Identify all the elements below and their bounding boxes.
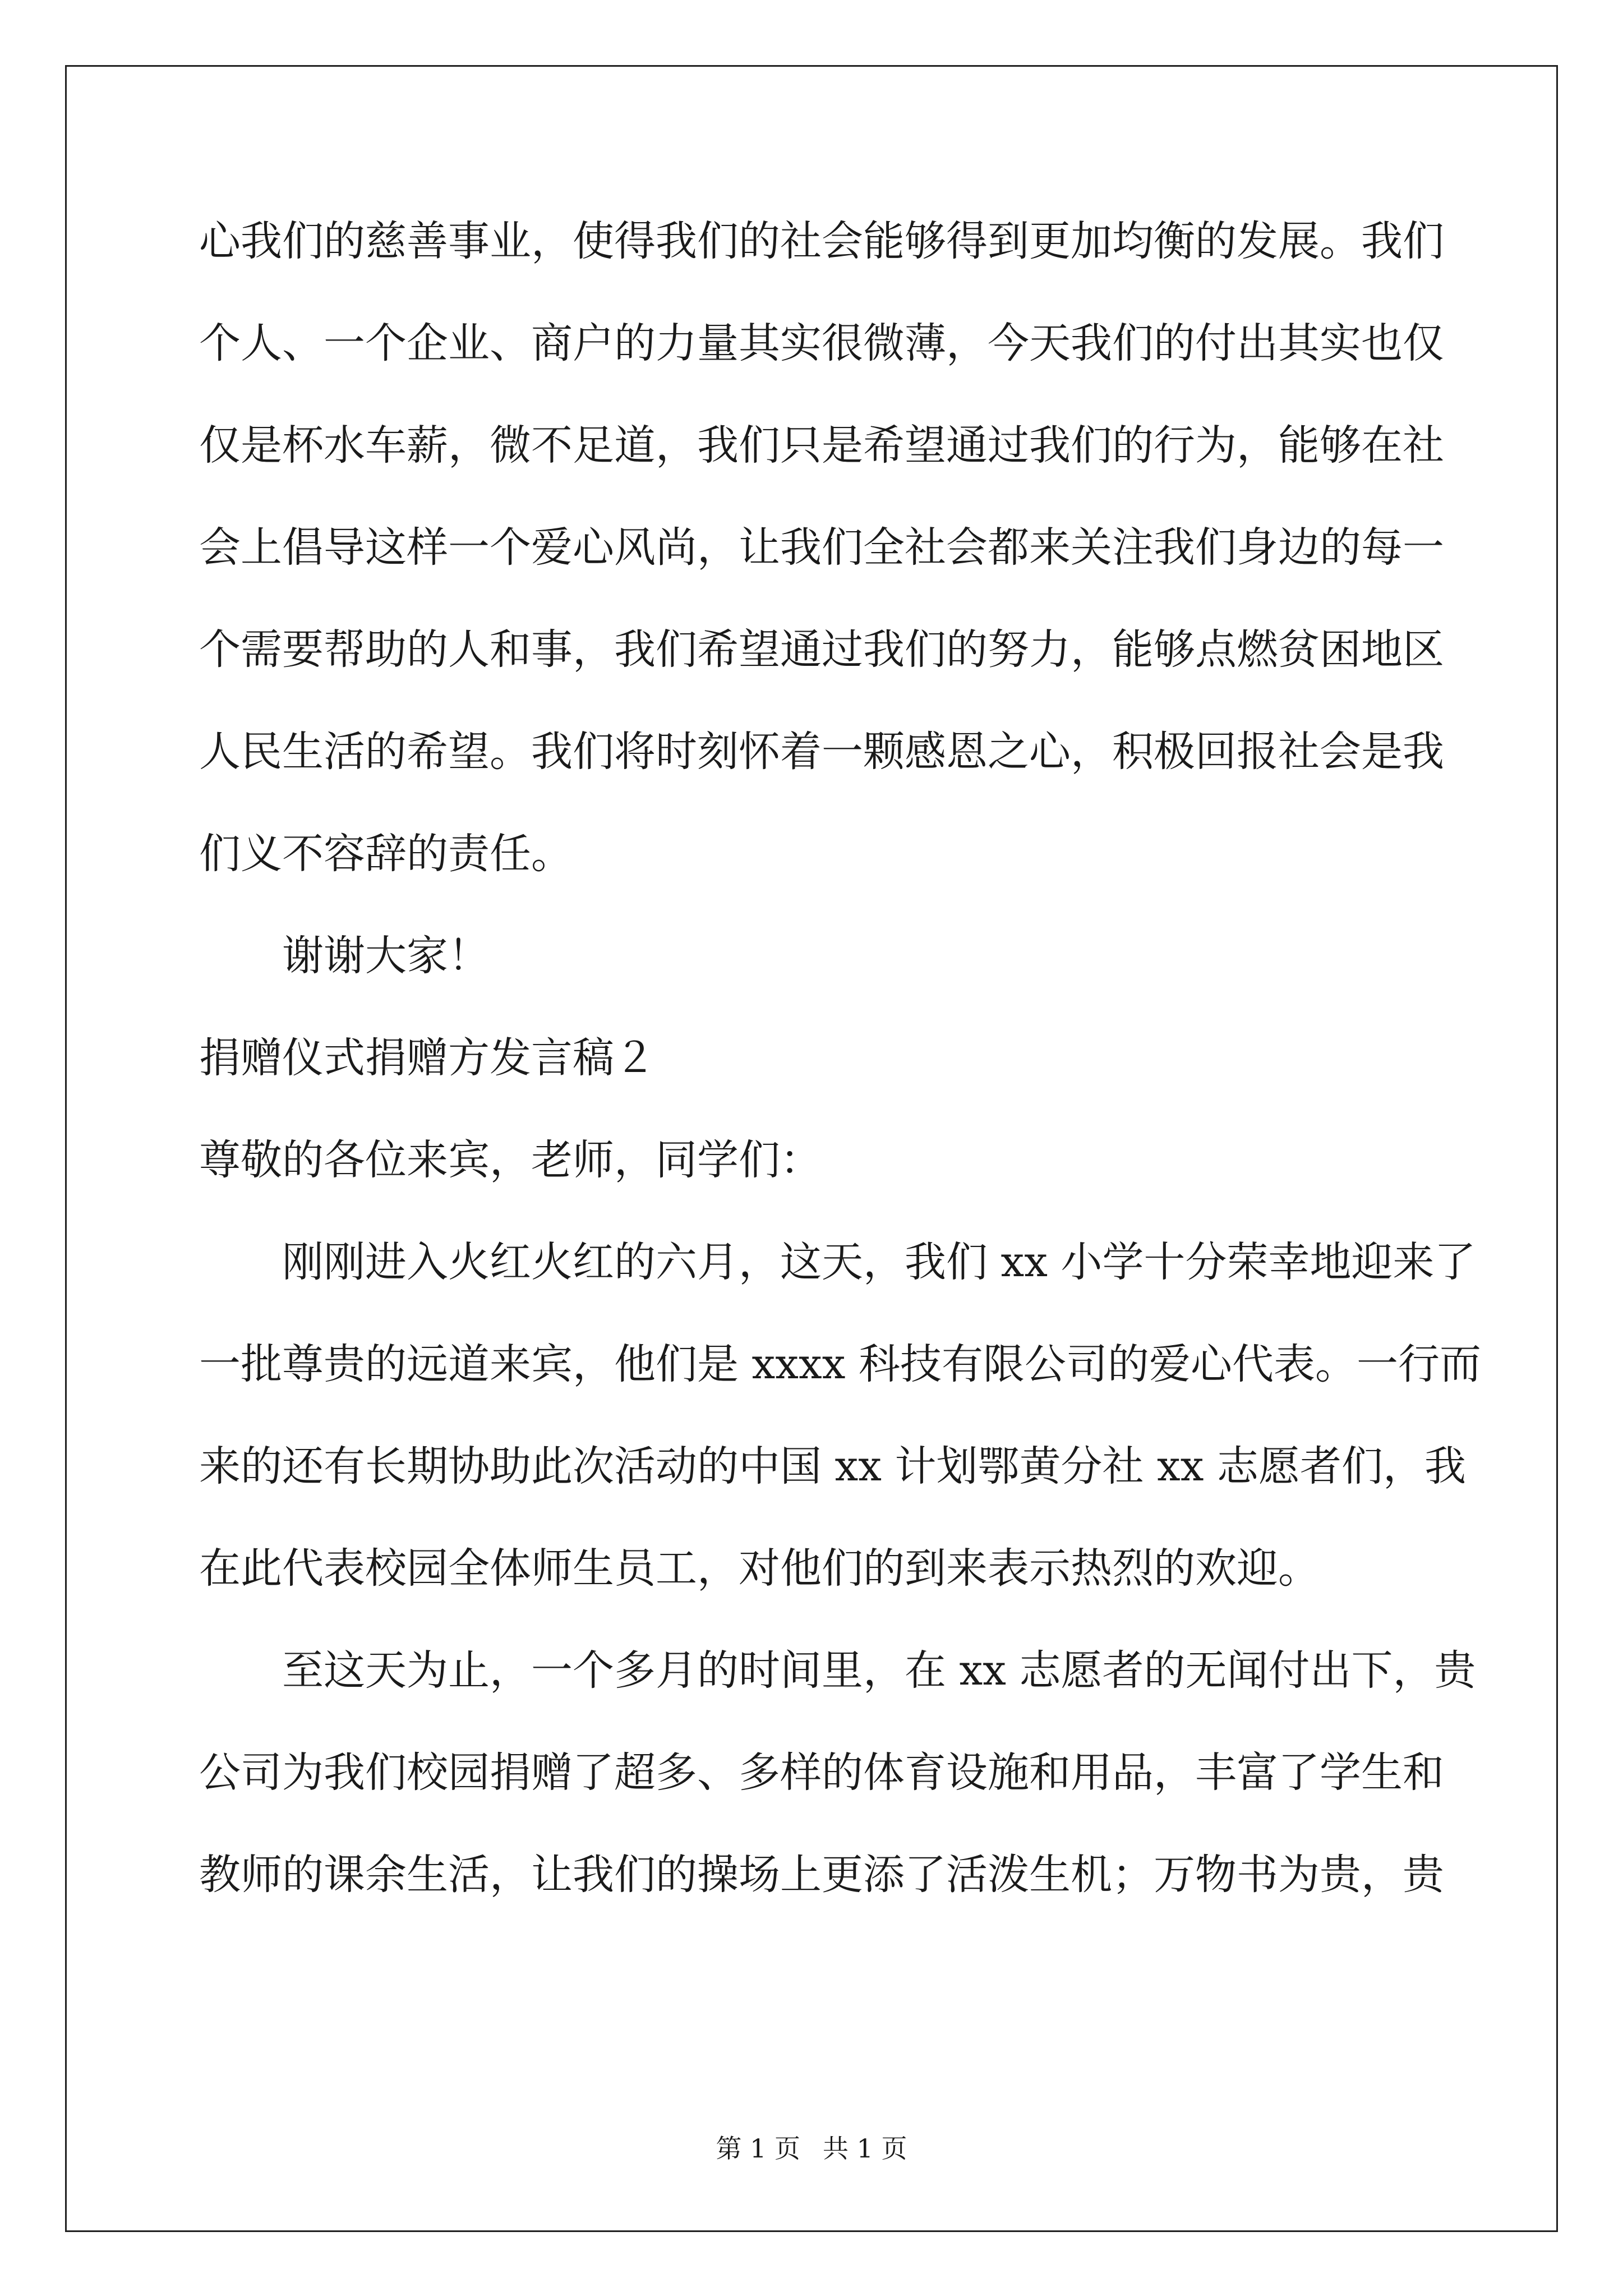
paragraph-line: 教师的课余生活，让我们的操场上更添了活泼生机；万物书为贵，贵	[199, 1851, 1444, 1899]
page-footer	[0, 2132, 1623, 2165]
page-number: 第 1 页	[716, 2133, 800, 2164]
paragraph-line: 们义不容辞的责任。	[199, 830, 573, 878]
paragraph-line: 会上倡导这样一个爱心风尚，让我们全社会都来关注我们身边的每一	[199, 523, 1444, 572]
salutation-line: 尊敬的各位来宾，老师，同学们：	[199, 1136, 822, 1184]
paragraph-line: 仅是杯水车薪，微不足道，我们只是希望通过我们的行为，能够在社	[199, 421, 1444, 470]
section-heading: 捐赠仪式捐赠方发言稿２	[199, 1034, 656, 1082]
paragraph-line: 个需要帮助的人和事，我们希望通过我们的努力，能够点燃贫困地区	[199, 625, 1444, 674]
closing-line: 谢谢大家！	[282, 932, 490, 980]
page-total: 共 1 页	[823, 2133, 907, 2164]
paragraph-line: 刚刚进入火红火红的六月，这天，我们 xx 小学十分荣幸地迎来了	[282, 1238, 1476, 1286]
paragraph-line: 心我们的慈善事业，使得我们的社会能够得到更加均衡的发展。我们	[199, 217, 1444, 265]
paragraph-line: 在此代表校园全体师生员工，对他们的到来表示热烈的欢迎。	[199, 1544, 1320, 1593]
paragraph-line: 来的还有长期协助此次活动的中国 xx 计划鄂黄分社 xx 志愿者们，我	[199, 1442, 1467, 1490]
paragraph-line: 个人、一个企业、商户的力量其实很微薄，今天我们的付出其实也仅	[199, 319, 1444, 367]
paragraph-line: 人民生活的希望。我们将时刻怀着一颗感恩之心，积极回报社会是我	[199, 728, 1444, 776]
paragraph-line: 至这天为止，一个多月的时间里，在 xx 志愿者的无闻付出下，贵	[282, 1646, 1476, 1695]
paragraph-line: 公司为我们校园捐赠了超多、多样的体育设施和用品，丰富了学生和	[199, 1749, 1444, 1797]
paragraph-line: 一批尊贵的远道来宾，他们是 xxxx 科技有限公司的爱心代表。一行而	[199, 1340, 1481, 1388]
